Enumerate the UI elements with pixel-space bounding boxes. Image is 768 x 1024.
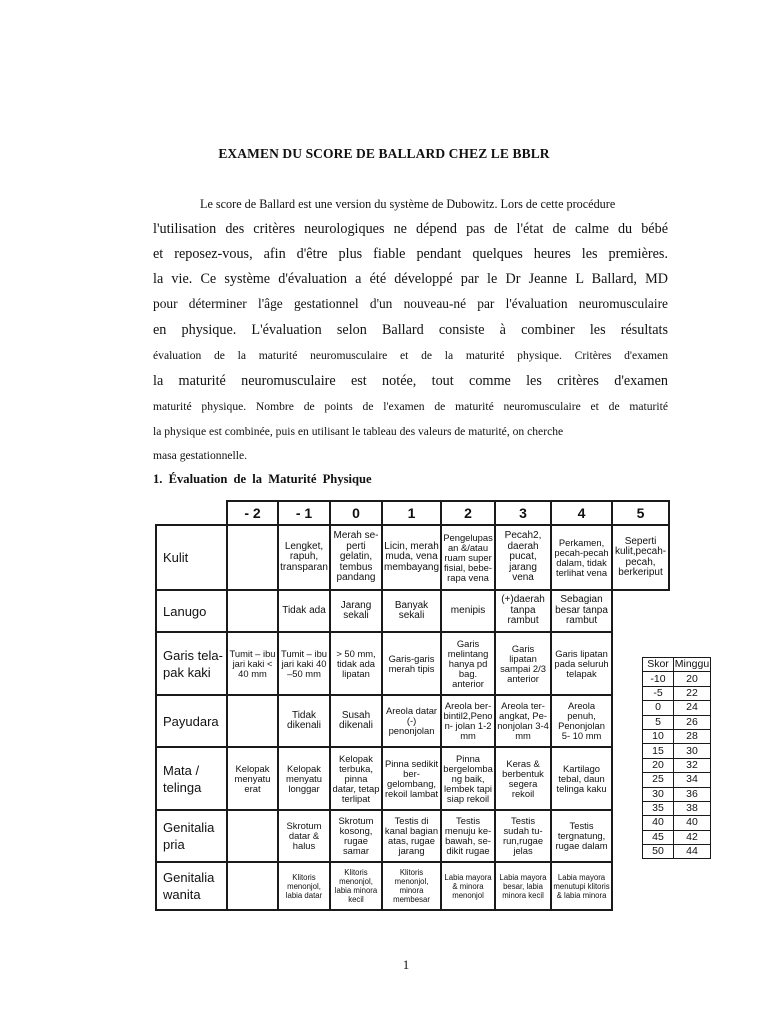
table-cell: Areola ter-angkat, Pe-nonjolan 3-4 mm	[495, 695, 551, 747]
table-cell: Areola ber-bintil2,Peno n- jolan 1-2 mm	[441, 695, 495, 747]
page-number: 1	[402, 957, 410, 972]
table-cell	[227, 810, 278, 862]
maturity-score: -10	[643, 672, 674, 686]
paragraph-line: la physique est combinée, puis en utilisant le tableau des valeurs de maturité, on cherche	[153, 425, 564, 438]
maturity-row	[643, 758, 711, 772]
table-row-kulit	[156, 525, 669, 590]
paragraph-line: en physique. L'évaluation selon Ballard consiste à combiner les résultats	[153, 322, 668, 338]
row-label: Payudara	[156, 695, 227, 747]
maturity-row	[643, 845, 711, 859]
maturity-weeks: 36	[674, 787, 711, 801]
table-cell: Tidak dikenali	[278, 695, 330, 747]
table-cell: Lengket, rapuh, transparan	[278, 525, 330, 590]
table-cell: Perkamen, pecah-pecah dalam, tidak terlihat vena	[551, 525, 612, 590]
table-cell: Testis menuju ke-bawah, se-dikit rugae	[441, 810, 495, 862]
maturity-row	[643, 816, 711, 830]
maturity-header: Skor	[643, 658, 674, 672]
row-label: Kulit	[156, 525, 227, 590]
paragraph-line: maturité physique. Nombre de points de l'examen de maturité neuromusculaire et de maturité	[153, 400, 668, 413]
maturity-weeks: 40	[674, 816, 711, 830]
table-cell: Testis sudah tu-run,rugae jelas	[495, 810, 551, 862]
score-header: 3	[495, 501, 551, 525]
table-cell: Garis melintang hanya pd bag. anterior	[441, 632, 495, 695]
table-cell: Labia mayora menutupi klitoris & labia minora	[551, 862, 612, 910]
table-cell: Kelopak terbuka, pinna datar, tetap terlipat	[330, 747, 382, 810]
table-cell: Labia mayora & minora menonjol	[441, 862, 495, 910]
table-cell: Areola datar (-) penonjolan	[382, 695, 441, 747]
table-cell: Garis-garis merah tipis	[382, 632, 441, 695]
row-label: Genitalia pria	[156, 810, 227, 862]
maturity-weeks: 30	[674, 744, 711, 758]
row-label: Mata / telinga	[156, 747, 227, 810]
table-cell: Seperti kulit,pecah-pecah, berkeriput	[612, 525, 669, 590]
score-header: 1	[382, 501, 441, 525]
maturity-score: 50	[643, 845, 674, 859]
maturity-weeks: 32	[674, 758, 711, 772]
maturity-weeks: 34	[674, 773, 711, 787]
maturity-row	[643, 729, 711, 743]
maturity-weeks: 42	[674, 830, 711, 844]
table-cell: Skrotum kosong, rugae samar	[330, 810, 382, 862]
maturity-score: 15	[643, 744, 674, 758]
maturity-row	[643, 715, 711, 729]
score-header-row	[156, 501, 669, 525]
table-cell: Pengelupas an &/atau ruam super fisial, bebe-rapa vena	[441, 525, 495, 590]
table-row-lanugo	[156, 590, 669, 632]
table-cell: Klitoris menonjol, labia minora kecil	[330, 862, 382, 910]
paragraph-line: masa gestationnelle.	[153, 449, 248, 462]
table-cell: menipis	[441, 590, 495, 632]
table-cell: Tidak ada	[278, 590, 330, 632]
maturity-weeks: 20	[674, 672, 711, 686]
table-cell: Testis tergnatung, rugae dalam	[551, 810, 612, 862]
table-cell: > 50 mm, tidak ada lipatan	[330, 632, 382, 695]
table-cell: (+)daerah tanpa rambut	[495, 590, 551, 632]
table-cell: Kartilago tebal, daun telinga kaku	[551, 747, 612, 810]
table-cell: Pinna sedikit ber-gelombang, rekoil lambat	[382, 747, 441, 810]
paragraph-line: et reposez-vous, afin d'être plus fiable pendant quelques heures les premières.	[153, 246, 668, 262]
table-cell: Labia mayora besar, labia minora kecil	[495, 862, 551, 910]
table-cell: Pecah2, daerah pucat, jarang vena	[495, 525, 551, 590]
table-cell	[227, 862, 278, 910]
maturity-score-table	[642, 657, 711, 859]
paragraph-line: l'utilisation des critères neurologiques ne dépend pas de l'état de calme du bébé	[153, 221, 668, 237]
maturity-row	[643, 686, 711, 700]
table-cell: Susah dikenali	[330, 695, 382, 747]
maturity-weeks: 26	[674, 715, 711, 729]
row-label: Lanugo	[156, 590, 227, 632]
page-title: EXAMEN DU SCORE DE BALLARD CHEZ LE BBLR	[218, 146, 550, 161]
maturity-row	[643, 801, 711, 815]
maturity-row	[643, 830, 711, 844]
maturity-header: Minggu	[674, 658, 710, 671]
maturity-score: 25	[643, 773, 674, 787]
table-cell: Kelopak menyatu erat	[227, 747, 278, 810]
maturity-row	[643, 672, 711, 686]
paragraph-line: la vie. Ce système d'évaluation a été développé par le Dr Jeanne L Ballard, MD	[153, 271, 668, 287]
score-header: 2	[441, 501, 495, 525]
table-cell: Merah se-perti gelatin, tembus pandang	[330, 525, 382, 590]
maturity-score: 0	[643, 701, 674, 715]
maturity-score: 35	[643, 801, 674, 815]
table-cell: Klitoris menonjol, minora membesar	[382, 862, 441, 910]
paragraph-line: évaluation de la maturité neuromusculaire et de la maturité physique. Critères d'examen	[153, 349, 668, 362]
paragraph-line: pour déterminer l'âge gestationnel d'un nouveau-né par l'évaluation neuromusculaire	[153, 296, 668, 311]
table-cell: Areola penuh, Penonjolan 5- 10 mm	[551, 695, 612, 747]
table-cell: Garis lipatan pada seluruh telapak	[551, 632, 612, 695]
row-label: Genitalia wanita	[156, 862, 227, 910]
table-cell	[227, 525, 278, 590]
maturity-weeks: 22	[674, 686, 711, 700]
maturity-score: 10	[643, 729, 674, 743]
table-cell	[612, 862, 669, 910]
maturity-row	[643, 787, 711, 801]
table-cell: Pinna bergelomba ng baik, lembek tapi siap rekoil	[441, 747, 495, 810]
table-row-genitalia-pria	[156, 810, 669, 862]
maturity-score: 30	[643, 787, 674, 801]
score-header: 4	[551, 501, 612, 525]
maturity-weeks: 38	[674, 801, 711, 815]
paragraph-line: la maturité neuromusculaire est notée, tout comme les critères d'examen	[153, 373, 668, 389]
ballard-physical-maturity-table	[155, 500, 670, 911]
row-label: Garis tela-pak kaki	[156, 632, 227, 695]
score-header: 5	[612, 501, 669, 525]
table-row-payudara	[156, 695, 669, 747]
score-header: 0	[330, 501, 382, 525]
maturity-score: 20	[643, 758, 674, 772]
table-cell	[612, 590, 669, 632]
table-cell: Banyak sekali	[382, 590, 441, 632]
maturity-score: 40	[643, 816, 674, 830]
table-cell: Keras & berbentuk segera rekoil	[495, 747, 551, 810]
maturity-score: 45	[643, 830, 674, 844]
table-cell	[227, 590, 278, 632]
score-header: - 2	[227, 501, 278, 525]
section-heading: 1. Évaluation de la Maturité Physique	[153, 472, 372, 486]
table-corner	[156, 501, 227, 525]
table-cell	[227, 695, 278, 747]
maturity-score: -5	[643, 686, 674, 700]
table-cell: Jarang sekali	[330, 590, 382, 632]
paragraph-line: Le score de Ballard est une version du système de Dubowitz. Lors de cette procédure	[200, 197, 616, 211]
table-row-mata-telinga	[156, 747, 669, 810]
table-cell: Kelopak menyatu longgar	[278, 747, 330, 810]
table-cell: Tumit – ibu jari kaki 40 –50 mm	[278, 632, 330, 695]
table-cell: Garis lipatan sampai 2/3 anterior	[495, 632, 551, 695]
table-cell: Skrotum datar & halus	[278, 810, 330, 862]
table-cell: Tumit – ibu jari kaki < 40 mm	[227, 632, 278, 695]
table-row-genitalia-wanita	[156, 862, 669, 910]
table-row-garis-telapak-kaki	[156, 632, 669, 695]
table-cell: Sebagian besar tanpa rambut	[551, 590, 612, 632]
score-header: - 1	[278, 501, 330, 525]
maturity-weeks: 44	[674, 845, 711, 859]
maturity-row	[643, 701, 711, 715]
maturity-weeks: 28	[674, 729, 711, 743]
table-cell: Licin, merah muda, vena membayang	[382, 525, 441, 590]
maturity-score: 5	[643, 715, 674, 729]
maturity-weeks: 24	[674, 701, 711, 715]
maturity-row	[643, 744, 711, 758]
table-cell: Klitoris menonjol, labia datar	[278, 862, 330, 910]
maturity-header-row	[643, 658, 711, 672]
maturity-row	[643, 773, 711, 787]
table-cell: Testis di kanal bagian atas, rugae jarang	[382, 810, 441, 862]
